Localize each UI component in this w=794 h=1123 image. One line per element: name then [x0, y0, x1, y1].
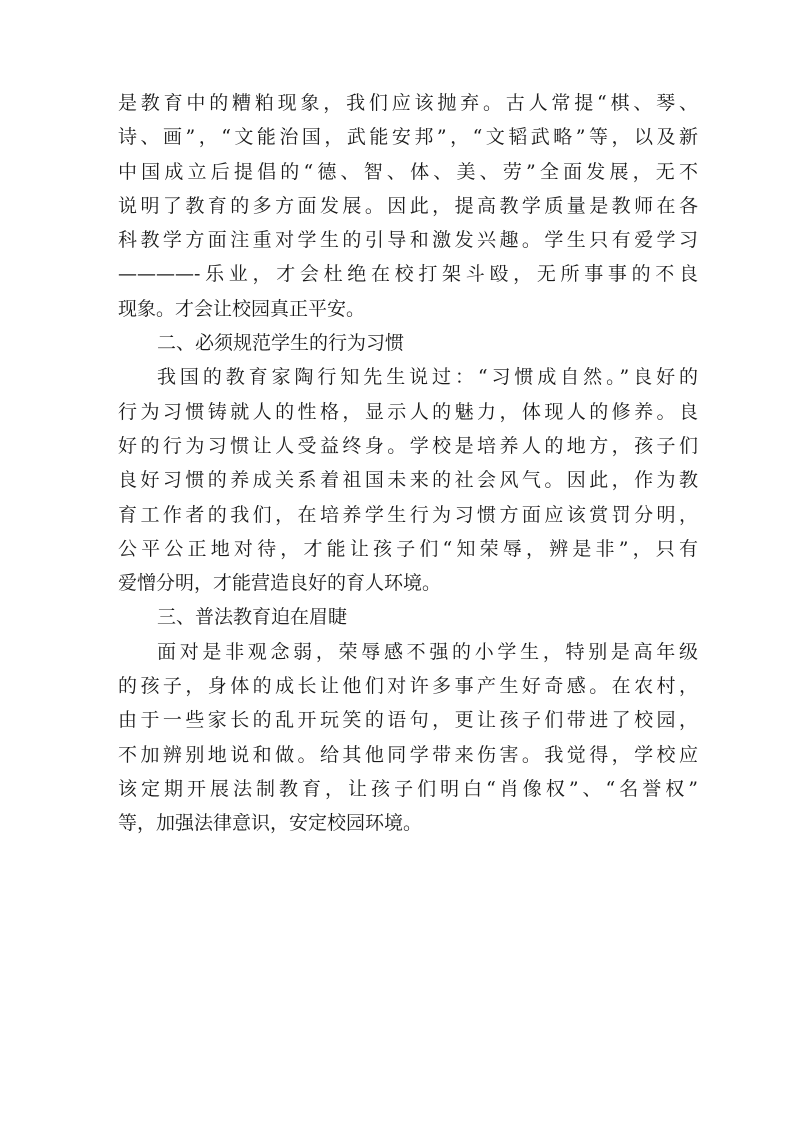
section-heading: 三、普法教育迫在眉睫 [157, 606, 348, 629]
text-line: ————-乐业，才会杜绝在校打架斗殴，无所事事的不良 [118, 263, 698, 286]
text-line: 现象。才会让校园真正平安。 [118, 297, 366, 320]
text-line: 不加辨别地说和做。给其他同学带来伤害。我觉得，学校应 [118, 743, 698, 766]
text-line: 我国的教育家陶行知先生说过：“习惯成自然。”良好的 [157, 366, 698, 389]
text-line: 是教育中的糟粕现象，我们应该抛弃。古人常提“棋、琴、 [118, 92, 698, 114]
text-line: 等，加强法律意识，安定校园环境。 [118, 812, 423, 835]
text-line: 良好习惯的养成关系着祖国未来的社会风气。因此，作为教 [118, 469, 698, 492]
text-line: 爱憎分明，才能营造良好的育人环境。 [118, 572, 442, 595]
text-line: 该定期开展法制教育，让孩子们明白“肖像权”、“名誉权” [118, 777, 698, 800]
text-line: 中国成立后提倡的“德、智、体、美、劳”全面发展，无不 [118, 160, 698, 183]
section-heading: 二、必须规范学生的行为习惯 [157, 332, 405, 355]
text-line: 面对是非观念弱，荣辱感不强的小学生，特别是高年级 [157, 640, 698, 663]
text-line: 诗、画”，“文能治国，武能安邦”，“文韬武略”等，以及新 [118, 126, 698, 149]
text-line: 育工作者的我们，在培养学生行为习惯方面应该赏罚分明， [118, 503, 698, 526]
text-line: 说明了教育的多方面发展。因此，提高教学质量是教师在各 [118, 194, 698, 217]
text-line: 的孩子，身体的成长让他们对许多事产生好奇感。在农村， [118, 675, 698, 698]
text-line: 行为习惯铸就人的性格，显示人的魅力，体现人的修养。良 [118, 400, 698, 423]
document-page [118, 86, 698, 841]
text-line: 好的行为习惯让人受益终身。学校是培养人的地方，孩子们 [118, 434, 698, 457]
text-line: 公平公正地对待，才能让孩子们“知荣辱，辨是非”，只有 [118, 537, 698, 560]
text-line: 由于一些家长的乱开玩笑的语句，更让孩子们带进了校园， [118, 709, 698, 732]
text-line: 科教学方面注重对学生的引导和激发兴趣。学生只有爱学习 [118, 229, 698, 252]
